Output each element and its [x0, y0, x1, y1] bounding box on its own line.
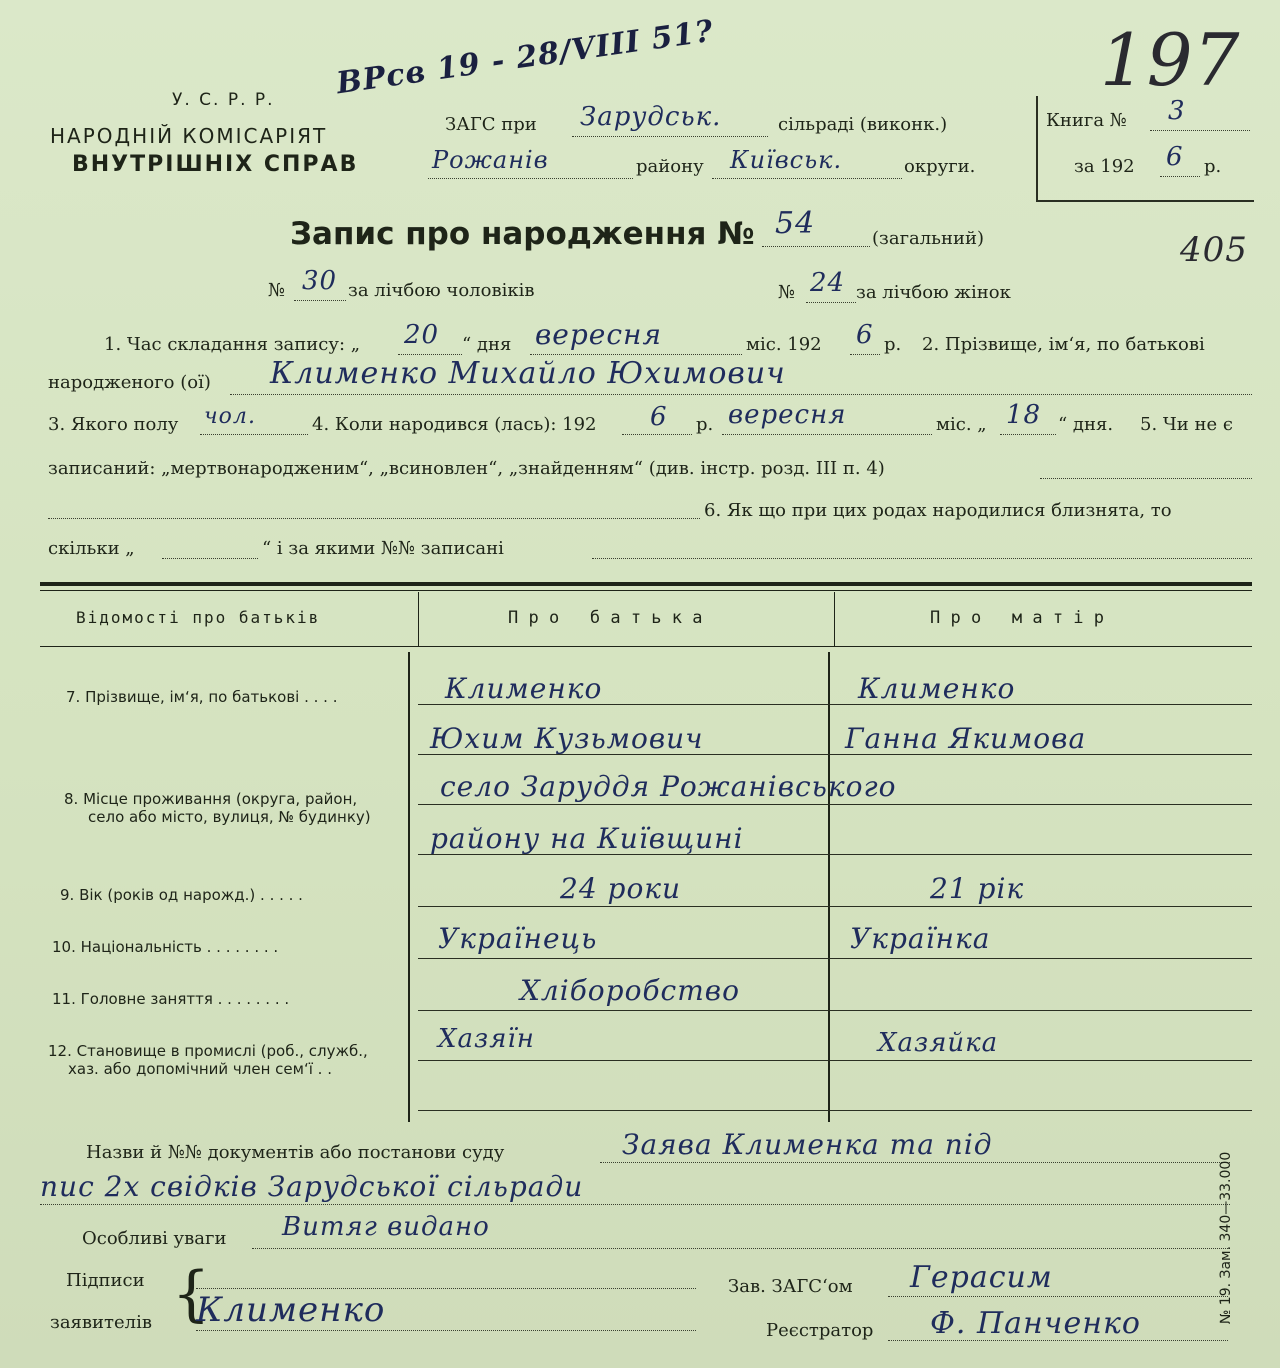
- father-age: 24 роки: [560, 872, 682, 905]
- q4-year-underline: [622, 434, 692, 435]
- q6-label-cont-a: скільки „: [48, 538, 135, 559]
- q1-year-suffix: р.: [884, 334, 902, 355]
- book-number: 3: [1168, 96, 1186, 126]
- handwritten-stamp-note: ВРсв 19 - 28/VIII 51?: [334, 13, 716, 102]
- q3-label: 3. Якого полу: [48, 414, 179, 435]
- women-underline: [806, 302, 856, 303]
- signatures-label: Підписи: [66, 1270, 145, 1291]
- q2-label: 2. Прізвище, ім‘я, по батькові: [922, 334, 1205, 355]
- table-top-rule: [40, 582, 1252, 586]
- registrar-signature: Ф. Панченко: [930, 1306, 1141, 1341]
- q1-day-suffix: “ дня: [462, 334, 512, 355]
- q2-underline: [230, 394, 1252, 395]
- women-number: 24: [810, 268, 846, 298]
- book-year-underline: [1160, 176, 1200, 177]
- zags-label: ЗАГС при: [445, 114, 537, 135]
- page-number: 197: [1100, 18, 1241, 102]
- table-divider-1-body: [408, 652, 410, 1122]
- q1-day-underline: [398, 354, 462, 355]
- record-title: Запис про народження №: [290, 216, 755, 252]
- q6-count-underline: [162, 558, 258, 559]
- record-general-label: (загальний): [872, 228, 984, 249]
- ministry-header: ВНУТРІШНІХ СПРАВ: [72, 152, 359, 177]
- mother-nationality: Українка: [850, 922, 991, 955]
- row-label-age: 9. Вік (років од нарожд.) . . . . .: [60, 886, 303, 904]
- q6-label: 6. Як що при цих родах народилися близнята, то: [704, 500, 1172, 521]
- q1-label: 1. Час складання запису: „: [104, 334, 361, 355]
- q1-month-underline: [530, 354, 742, 355]
- q3-value: чол.: [204, 404, 256, 429]
- father-residence: село Заруддя Рожанівського: [440, 770, 897, 803]
- zags-value: Зарудськ.: [580, 102, 722, 132]
- table-divider-1: [418, 592, 419, 646]
- q4-month-underline: [722, 434, 932, 435]
- record-number-underline: [762, 246, 870, 247]
- q4-year: 6: [650, 402, 668, 432]
- q2-value: Клименко Михайло Юхимович: [270, 356, 786, 391]
- okrug-value: Київськ.: [730, 146, 843, 174]
- table-line: [418, 1110, 1252, 1111]
- book-label: Книга №: [1046, 110, 1127, 131]
- registrar-label: Реєстратор: [766, 1320, 874, 1341]
- table-line: [418, 1060, 1252, 1061]
- row-label-residence: 8. Місце проживання (округа, район,: [64, 790, 358, 808]
- q4-day-suffix: “ дня.: [1058, 414, 1114, 435]
- father-status: Хазяїн: [438, 1024, 535, 1054]
- row-label-status: 12. Становище в промислі (роб., служб.,: [48, 1042, 368, 1060]
- side-print: № 19. Зам. 340—33.000: [1218, 1151, 1235, 1325]
- docs-label: Назви й №№ документів або постанови суду: [86, 1142, 505, 1163]
- father-nationality: Українець: [438, 922, 598, 955]
- docs-underline-2: [40, 1204, 1230, 1205]
- applicants-label: заявителів: [50, 1312, 152, 1333]
- row-label-status-2: хаз. або допомічний член сем‘ї . .: [68, 1060, 332, 1078]
- q1-month-suffix: міс. 192: [746, 334, 822, 355]
- q4-day: 18: [1006, 400, 1042, 430]
- head-signature: Герасим: [910, 1260, 1053, 1295]
- head-label: Зав. ЗАГС‘ом: [728, 1276, 853, 1297]
- q5-label-cont: записаний: „мертвонародженим“, „всиновлен“, „знайденням“ (див. інстр. розд. III п. 4): [48, 458, 885, 479]
- applicant-underline-1: [196, 1288, 696, 1289]
- men-prefix: №: [268, 280, 286, 301]
- applicant-underline-2: [196, 1330, 696, 1331]
- notes-underline: [252, 1248, 1230, 1249]
- mother-surname: Клименко: [858, 672, 1016, 705]
- men-number: 30: [302, 266, 338, 296]
- row-label-occupation: 11. Головне заняття . . . . . . . .: [52, 990, 290, 1008]
- q1-day: 20: [404, 320, 440, 350]
- head-underline: [888, 1296, 1228, 1297]
- table-divider-2-body: [828, 652, 830, 1122]
- table-line: [418, 958, 1252, 959]
- women-prefix: №: [778, 282, 796, 303]
- notes-label: Особливі уваги: [82, 1228, 227, 1249]
- council-label: сільраді (виконк.): [778, 114, 948, 135]
- col-father-header: П р о б а т ь к а: [508, 608, 703, 628]
- mother-age: 21 рік: [930, 872, 1025, 905]
- table-header-bottom-rule: [40, 646, 1252, 647]
- q1-year: 6: [856, 320, 874, 350]
- occupation: Хліборобство: [520, 974, 740, 1007]
- book-year-suffix: р.: [1204, 156, 1222, 177]
- q5-underline: [1040, 478, 1252, 479]
- q4-year-suffix: р.: [696, 414, 714, 435]
- table-line: [418, 804, 1252, 805]
- q4-month-suffix: міс. „: [936, 414, 987, 435]
- record-number: 54: [775, 206, 816, 241]
- okrug-label: округи.: [904, 156, 976, 177]
- okrug-underline: [712, 178, 902, 179]
- zags-underline: [572, 136, 768, 137]
- men-underline: [294, 300, 346, 301]
- q6-label-cont-b: “ і за якими №№ записані: [262, 538, 504, 559]
- q4-day-underline: [1000, 434, 1056, 435]
- table-line: [418, 906, 1252, 907]
- book-year-digit: 6: [1166, 142, 1184, 172]
- col-info-header: Відомості про батьків: [76, 608, 321, 627]
- book-underline: [1150, 130, 1250, 131]
- row-label-residence-2: село або місто, вулиця, № будинку): [88, 808, 371, 826]
- q5-label: 5. Чи не є: [1140, 414, 1233, 435]
- applicant-signature: Клименко: [196, 1290, 386, 1330]
- q2-label-cont: народженого (ої): [48, 372, 211, 393]
- docs-underline: [600, 1162, 1230, 1163]
- q1-month: вересня: [535, 318, 663, 351]
- father-residence-2: району на Київщині: [430, 822, 744, 855]
- district-label: району: [636, 156, 704, 177]
- q5-underline-2: [48, 518, 700, 519]
- docs-value-cont: пис 2х свідків Зарудської сільради: [40, 1170, 584, 1203]
- q4-month: вересня: [728, 400, 847, 430]
- book-year-label: за 192: [1074, 156, 1135, 177]
- record-side-number: 405: [1180, 230, 1248, 270]
- district-value: Рожанів: [432, 146, 549, 174]
- row-label-nationality: 10. Національність . . . . . . . .: [52, 938, 279, 956]
- mother-name: Ганна Якимова: [845, 722, 1087, 755]
- docs-value: Заява Клименка та під: [622, 1128, 993, 1161]
- district-underline: [428, 178, 633, 179]
- q6-underline: [592, 558, 1252, 559]
- q3-underline: [200, 434, 308, 435]
- col-mother-header: П р о м а т і р: [930, 608, 1104, 628]
- father-surname: Клименко: [445, 672, 603, 705]
- ussr-header: У. С. Р. Р.: [172, 90, 275, 110]
- notes-value: Витяг видано: [282, 1212, 490, 1242]
- table-divider-2: [834, 592, 835, 646]
- women-label: за лічбою жінок: [856, 282, 1011, 303]
- q1-year-underline: [850, 354, 880, 355]
- table-line: [418, 1010, 1252, 1011]
- row-label-name: 7. Прізвище, ім‘я, по батькові . . . .: [66, 688, 338, 706]
- men-label: за лічбою чоловіків: [348, 280, 535, 301]
- table-top-rule-thin: [40, 590, 1252, 591]
- signatures-brace: {: [172, 1259, 211, 1329]
- father-name: Юхим Кузьмович: [430, 722, 704, 755]
- mother-status: Хазяйка: [878, 1028, 999, 1058]
- q4-label: 4. Коли народився (лась): 192: [312, 414, 597, 435]
- commissariat-header: НАРОДНІЙ КОМІСАРІЯТ: [50, 124, 328, 148]
